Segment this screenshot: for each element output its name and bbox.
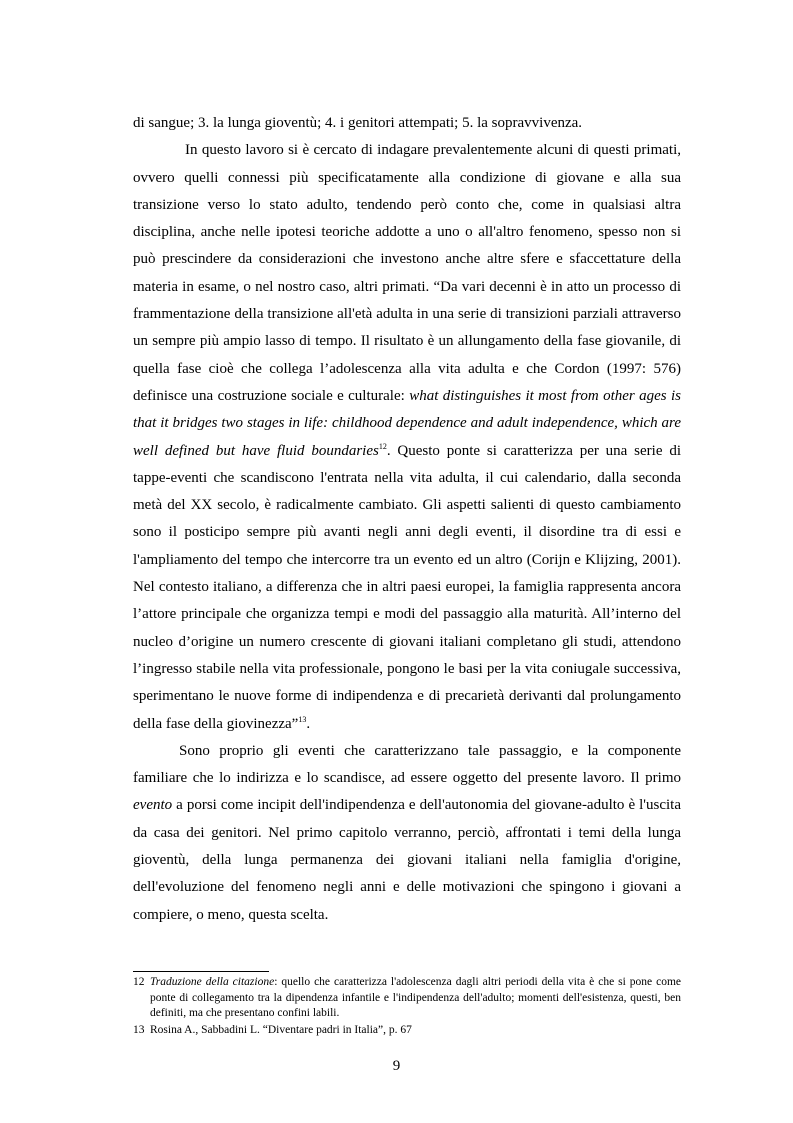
footnote-12 <box>133 975 681 1022</box>
footnote-text <box>150 975 681 1022</box>
footnote-label: Traduzione della citazione <box>150 976 275 988</box>
footnote-ref-12[interactable]: 12 <box>378 441 387 451</box>
footnote-ref-13[interactable]: 13 <box>298 714 307 724</box>
paragraph-2-end: . <box>306 715 311 732</box>
footnote-13 <box>133 1023 681 1039</box>
paragraph-3 <box>133 738 681 929</box>
paragraph-2-continuation: . Questo ponte si caratterizza per una serie di tappe-eventi che scandiscono l'entrata nella vita adulta, il cui calendario, dalla seconda metà del XX secolo, è radicalmente cambiato. Gli aspetti salienti di questo cambiamento sono il posticipo sempre più avanti negli anni degli eventi, il disordine tra di essi e l'ampliamento del tempo che intercorre tra un evento ed un altro (Corijn e Klijzing, 2001). Nel contesto italiano, a differenza che in altri paesi europei, la famiglia rappresenta ancora l’attore principale che organizza tempi e modi del passaggio alla maturità. All’interno del nucleo d’origine un numero crescente di giovani italiani completano gli studi, attendono l’ingresso stabile nella vita professionale, pongono le basi per la vita coniugale successiva, sperimentano le nuove forme di indipendenza e di precarietà derivanti dal prolungamento della fase della giovinezza” <box>133 442 681 732</box>
footnote-text: Rosina A., Sabbadini L. “Diventare padri in Italia”, p. 67 <box>150 1023 412 1036</box>
english-quote: what distinguishes it most from other ages is that it bridges two stages in life: childhood dependence and adult independence, which are well defined but have fluid boundaries <box>133 387 681 459</box>
footnote-body: : quello che caratterizza l'adolescenza dagli altri periodi della vita è che si pone come ponte di collegamento tra la dipendenza infantile e l'indipendenza dell'adulto; momenti dell'esistenza, questi, ben definiti, ma che presentano confini labili. <box>150 976 681 1019</box>
footnotes <box>133 975 681 1038</box>
body-text <box>133 110 681 929</box>
footnote-number: 13 <box>133 1023 145 1036</box>
paragraph-3-text: Sono proprio gli eventi che caratterizzano tale passaggio, e la componente familiare che lo indirizza e lo scandisce, ad essere oggetto del presente lavoro. Il primo <box>133 742 681 787</box>
paragraph-2-text: In questo lavoro si è cercato di indagare prevalentemente alcuni di questi primati, ovvero quelli connessi più specificatamente alla condizione di giovane e alla sua transizione verso lo stato adulto, tendendo però conto che, come in qualsiasi altra disciplina, anche nelle ipotesi teoriche addotte a uno o all'altro fenomeno, spesso non si può prescindere da considerazioni che investono anche altre sfere e sfaccettature della materia in esame, o nel nostro caso, altri primati. “Da vari decenni è in atto un processo di frammentazione della transizione all'età adulta in una serie di transizioni parziali attraverso un sempre più ampio lasso di tempo. Il risultato è un allungamento della fase giovanile, di quella fase cioè che collega l’adolescenza alla vita adulta e che Cordon (1997: 576) definisce una costruzione sociale e culturale: <box>133 142 681 404</box>
footnote-separator <box>133 971 269 972</box>
paragraph-3-continuation: a porsi come incipit dell'indipendenza e dell'autonomia del giovane-adulto è l'uscita da casa dei genitori. Nel primo capitolo verranno, perciò, affrontati i temi della lunga gioventù, della lunga permanenza dei giovani italiani nella famiglia d'origine, dell'evoluzione del fenomeno negli anni e delle motivazioni che spingono i giovani a compiere, o meno, questa scelta. <box>133 797 681 923</box>
page-number: 9 <box>392 1058 401 1074</box>
footnote-number: 12 <box>133 976 145 988</box>
evento-emphasis: evento <box>133 797 173 814</box>
paragraph-2 <box>133 137 681 738</box>
paragraph-1: di sangue; 3. la lunga gioventù; 4. i genitori attempati; 5. la sopravvivenza. <box>133 115 583 131</box>
